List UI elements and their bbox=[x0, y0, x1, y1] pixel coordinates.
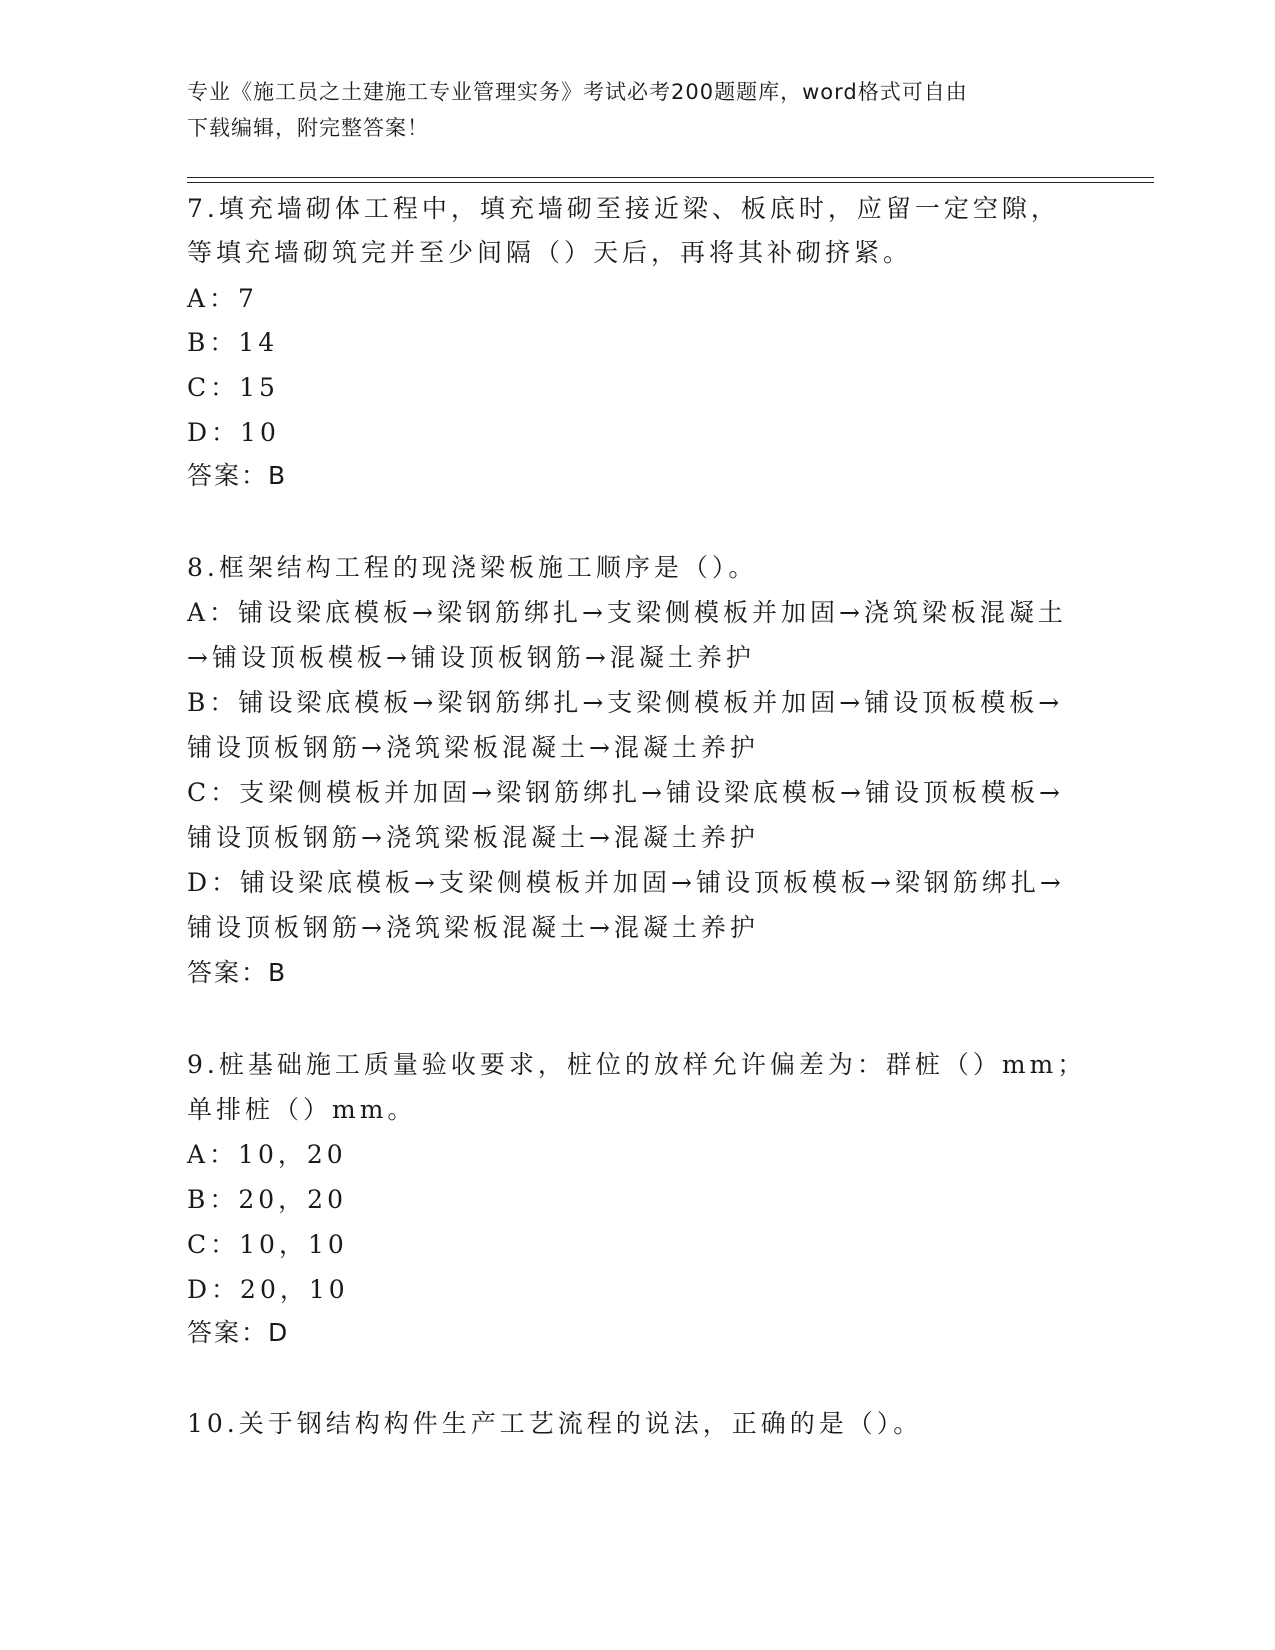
question-8-option-a-line-2: →铺设顶板模板→铺设顶板钢筋→混凝土养护 bbox=[187, 643, 755, 672]
question-7-answer: 答案：B bbox=[187, 461, 288, 490]
header-rule-top bbox=[187, 177, 1154, 178]
question-7-option-c: C：15 bbox=[187, 373, 279, 402]
question-8-option-c-line-1: C：支梁侧模板并加固→梁钢筋绑扎→铺设梁底模板→铺设顶板模板→ bbox=[187, 778, 1064, 807]
question-9-stem-line-1: 9.桩基础施工质量验收要求，桩位的放样允许偏差为：群桩（）mm； bbox=[187, 1050, 1087, 1079]
question-8-option-d-line-1: D：铺设梁底模板→支梁侧模板并加固→铺设顶板模板→梁钢筋绑扎→ bbox=[187, 868, 1065, 897]
question-7-stem-line-2: 等填充墙砌筑完并至少间隔（）天后，再将其补砌挤紧。 bbox=[187, 238, 913, 267]
question-9-option-b: B：20，20 bbox=[187, 1185, 347, 1214]
question-8-answer: 答案：B bbox=[187, 958, 288, 987]
header-rule-bottom bbox=[187, 182, 1154, 183]
document-header bbox=[187, 74, 1067, 146]
question-7-option-a: A：7 bbox=[187, 284, 258, 313]
question-8-option-b-line-2: 铺设顶板钢筋→浇筑梁板混凝土→混凝土养护 bbox=[187, 733, 759, 762]
question-9-answer: 答案：D bbox=[187, 1318, 290, 1347]
header-line-1: 专业《施工员之土建施工专业管理实务》考试必考200题题库，word格式可自由 bbox=[187, 80, 968, 104]
question-8-stem-line-1: 8.框架结构工程的现浇梁板施工顺序是（）。 bbox=[187, 553, 758, 582]
question-7-option-b: B：14 bbox=[187, 328, 279, 357]
question-8-option-a-line-1: A：铺设梁底模板→梁钢筋绑扎→支梁侧模板并加固→浇筑梁板混凝土 bbox=[187, 598, 1067, 627]
question-8-option-d-line-2: 铺设顶板钢筋→浇筑梁板混凝土→混凝土养护 bbox=[187, 913, 759, 942]
question-9-option-c: C：10，10 bbox=[187, 1230, 348, 1259]
question-9-option-a: A：10，20 bbox=[187, 1140, 347, 1169]
question-8-option-c-line-2: 铺设顶板钢筋→浇筑梁板混凝土→混凝土养护 bbox=[187, 823, 759, 852]
question-10-stem-line-1: 10.关于钢结构构件生产工艺流程的说法，正确的是（）。 bbox=[187, 1409, 923, 1438]
question-8-option-b-line-1: B：铺设梁底模板→梁钢筋绑扎→支梁侧模板并加固→铺设顶板模板→ bbox=[187, 688, 1064, 717]
question-9-option-d: D：20，10 bbox=[187, 1275, 349, 1304]
question-7-stem-line-1: 7.填充墙砌体工程中，填充墙砌至接近梁、板底时，应留一定空隙， bbox=[187, 194, 1060, 223]
question-7-option-d: D：10 bbox=[187, 418, 280, 447]
question-9-stem-line-2: 单排桩（）mm。 bbox=[187, 1095, 417, 1124]
header-line-2: 下载编辑，附完整答案！ bbox=[187, 116, 429, 140]
